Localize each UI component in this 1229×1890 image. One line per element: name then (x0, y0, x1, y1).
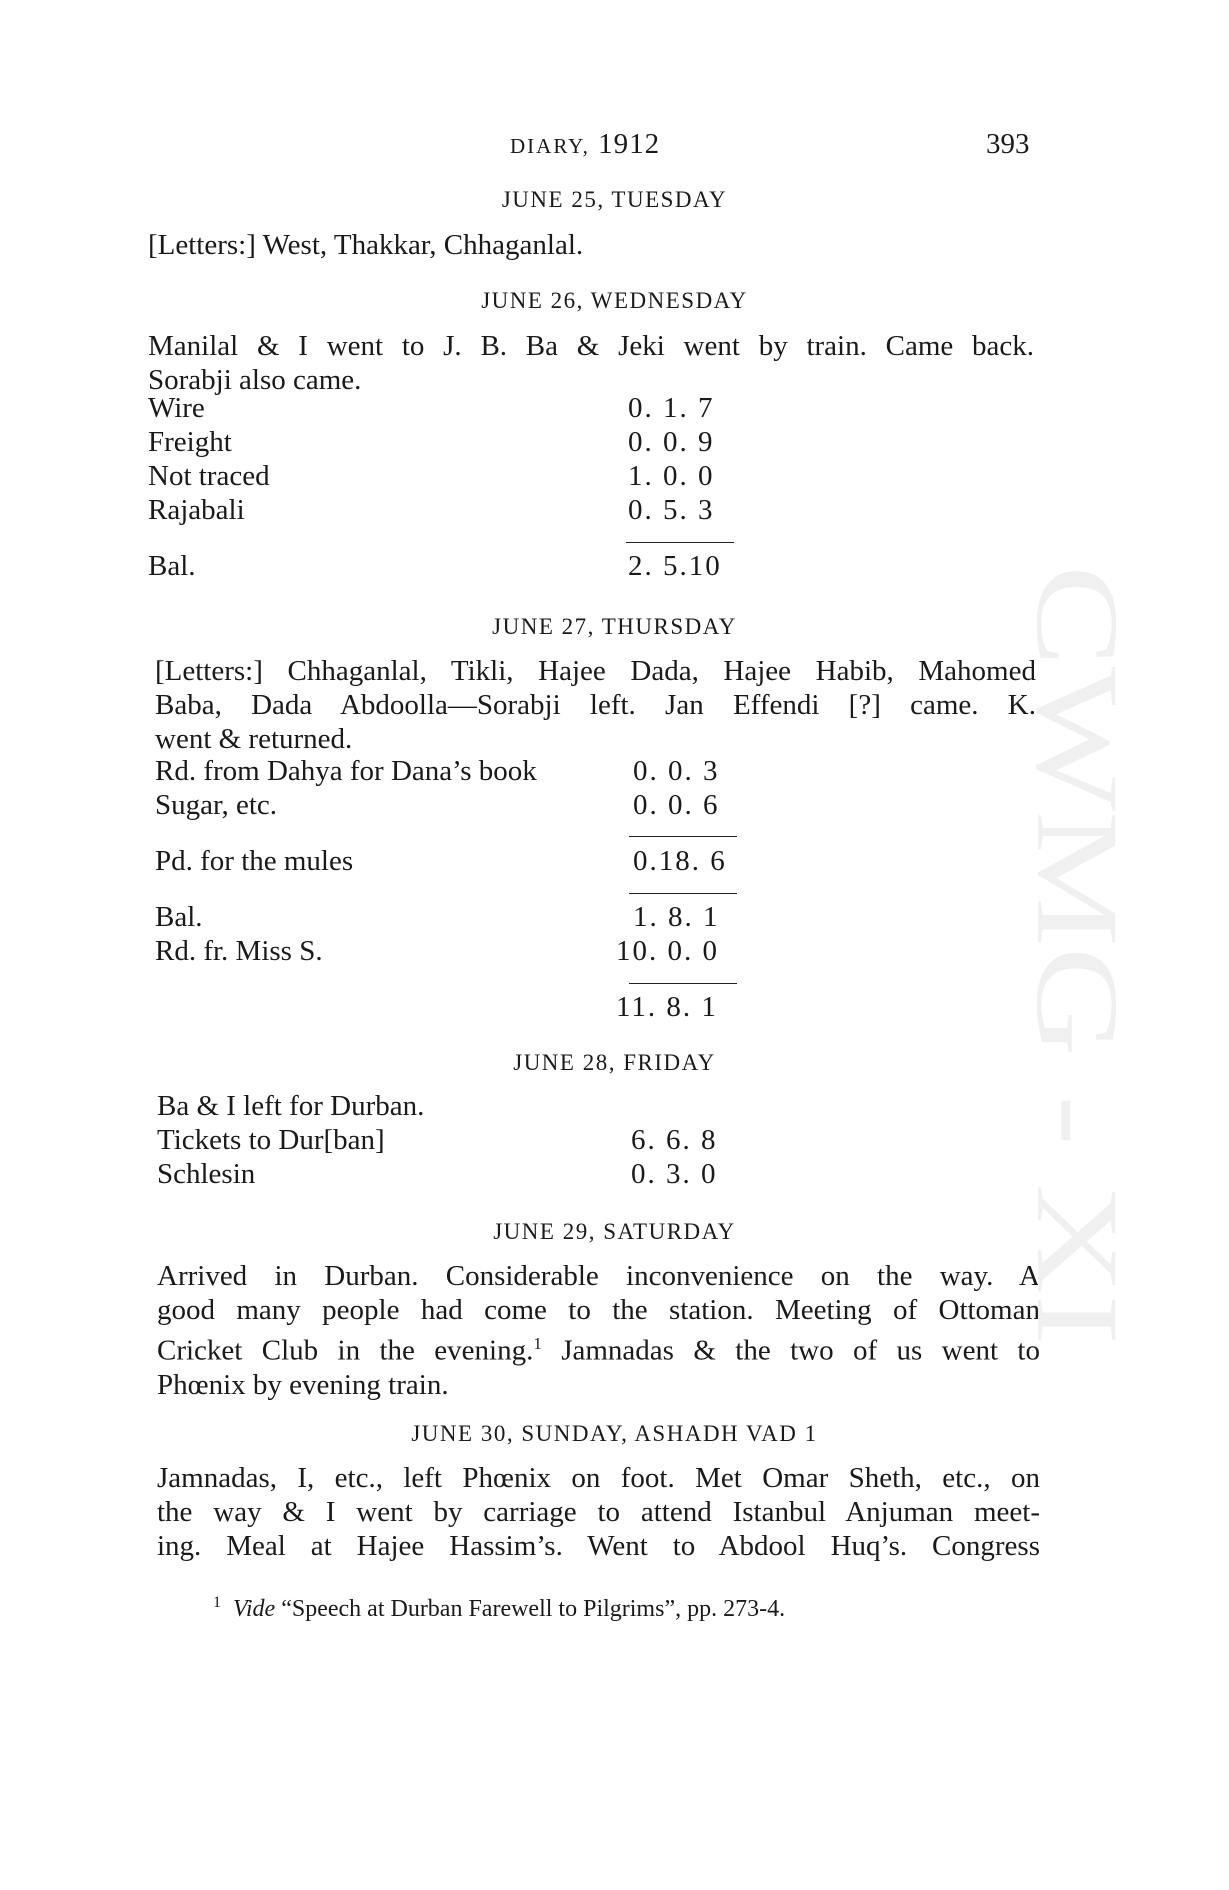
cwmg-watermark (1010, 565, 1143, 1345)
entry-text-june29: Arrived in Durban. Considerable inconvenience on the way. A good many people had come to the station. Meeting of Ottoman Cricket Club in the evening.$^1$ Jamnadas & the two of us went to Phœnix by evening train. (157, 1260, 1040, 1401)
account-row: Rajabali 0. 5. 3 (148, 494, 715, 526)
entry-text-june25: [Letters:] West, Thakkar, Chhaganlal. (148, 229, 584, 261)
footnote (213, 1594, 785, 1623)
watermark-text: CWMG - XI (1012, 565, 1143, 1169)
account-row: Rd. from Dahya for Dana’s book 0. 0. 3 (155, 755, 720, 787)
account-row: Not traced 1. 0. 0 (148, 460, 715, 492)
sum-rule (629, 836, 737, 837)
account-row-total: 11. 8. 1 (616, 991, 718, 1023)
sum-rule (629, 983, 737, 984)
footnote-number: 1 (213, 1594, 221, 1611)
footnote-marker: 1 (533, 1334, 542, 1353)
running-title: DIARY, 1912 (510, 128, 661, 160)
footnote-vide: Vide (233, 1596, 276, 1622)
account-row-balance: Bal. 2. 5.10 (148, 550, 722, 582)
account-row: Schlesin 0. 3. 0 (157, 1158, 718, 1190)
account-row: Bal. 1. 8. 1 (155, 901, 720, 933)
entry-heading-june25: JUNE 25, TUESDAY (501, 187, 728, 212)
entry-heading-june30: JUNE 30, SUNDAY, ASHADH VAD 1 (411, 1421, 818, 1446)
account-row: Freight 0. 0. 9 (148, 426, 715, 458)
account-row: Sugar, etc. 0. 0. 6 (155, 789, 720, 821)
sum-rule (629, 893, 737, 894)
sum-rule (626, 542, 734, 543)
account-row: Wire 0. 1. 7 (148, 392, 715, 424)
entry-text-june26: Manilal & I went to J. B. Ba & Jeki went by train. Came back. Sorabji also came. (148, 330, 1034, 396)
entry-heading-june29: JUNE 29, SATURDAY (493, 1219, 736, 1244)
entry-heading-june27: JUNE 27, THURSDAY (492, 614, 737, 639)
account-row: Tickets to Dur[ban] 6. 6. 8 (157, 1124, 718, 1156)
entry-text-june27: [Letters:] Chhaganlal, Tikli, Hajee Dada, Hajee Habib, Mahomed Baba, Dada Abdoolla—Sorabji left. Jan Effendi [?] came. K. went & returned. (155, 655, 1036, 755)
footnote-text: “Speech at Durban Farewell to Pilgrims”, pp. 273-4. (281, 1596, 786, 1622)
account-row: Pd. for the mules 0.18. 6 (155, 845, 727, 877)
line-with-footnote: Cricket Club in the evening.$^1$ Jamnadas & the two of us went to (157, 1334, 1040, 1367)
entry-heading-june26: JUNE 26, WEDNESDAY (481, 288, 748, 313)
entry-heading-june28: JUNE 28, FRIDAY (513, 1050, 716, 1075)
account-row: Ba & I left for Durban. (157, 1090, 425, 1122)
entry-text-june30: Jamnadas, I, etc., left Phœnix on foot. Met Omar Sheth, etc., on the way & I went by carriage to attend Istanbul Anjuman meet- ing. Meal at Hajee Hassim’s. Went to Abdool Huq’s. Congress (157, 1462, 1040, 1562)
account-row: Rd. fr. Miss S. 10. 0. 0 (155, 935, 719, 967)
page-number: 393 (986, 128, 1030, 160)
